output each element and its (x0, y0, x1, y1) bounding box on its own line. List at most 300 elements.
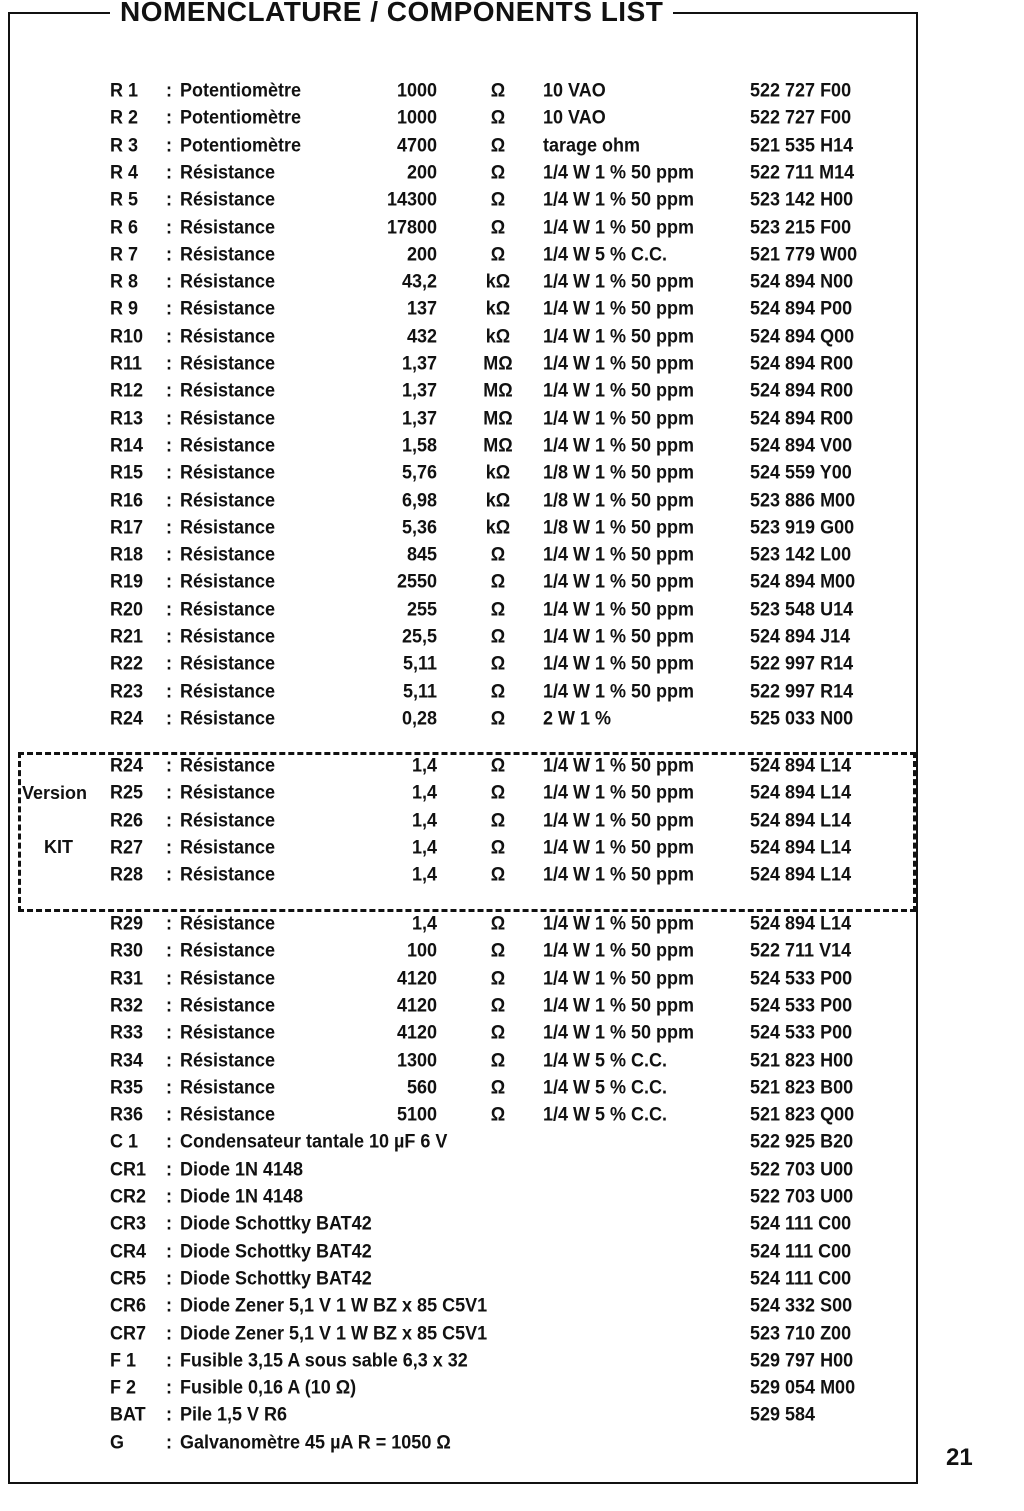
component-value: 14300 (386, 188, 437, 210)
component-name: Résistance (180, 912, 276, 934)
list-item (0, 349, 920, 378)
component-spec: 1/4 W 1 % 50 ppm (543, 912, 695, 934)
component-code: 524 533 P00 (750, 994, 853, 1016)
component-code: 529 584 (750, 1403, 816, 1426)
component-ref: R36 (110, 1103, 144, 1125)
separator: : (166, 1185, 172, 1207)
component-unit: Ω (490, 966, 506, 989)
list-item (0, 595, 920, 624)
component-unit: Ω (490, 597, 506, 620)
component-spec: 1/4 W 1 % 50 ppm (543, 939, 695, 962)
component-code: 524 533 P00 (750, 1021, 853, 1043)
separator: : (166, 1348, 172, 1371)
component-value: 1000 (396, 106, 437, 129)
list-item (0, 513, 920, 542)
list-item (0, 778, 920, 807)
component-name: Résistance (180, 939, 276, 962)
component-code: 524 894 V00 (750, 434, 853, 456)
list-item (0, 1237, 920, 1266)
component-code: 525 033 N00 (750, 707, 854, 729)
component-value: 1300 (396, 1048, 437, 1071)
component-ref: R28 (110, 863, 144, 885)
component-value: 1,37 (401, 352, 437, 374)
component-value: 1,4 (411, 754, 437, 776)
list-item (0, 833, 920, 862)
component-unit: Ω (490, 625, 506, 647)
separator: : (166, 1130, 172, 1153)
component-name: Résistance (180, 379, 276, 402)
component-ref: R13 (110, 406, 144, 429)
component-ref: R20 (110, 597, 144, 620)
separator: : (166, 863, 172, 885)
component-ref: CR6 (110, 1294, 147, 1316)
component-spec: 1/4 W 1 % 50 ppm (543, 625, 695, 647)
component-spec: 1/4 W 1 % 50 ppm (543, 215, 695, 238)
component-unit: MΩ (483, 379, 513, 402)
component-ref: R 7 (110, 242, 139, 265)
component-ref: R 6 (110, 215, 139, 238)
list-item (0, 376, 920, 405)
component-name: Résistance (180, 707, 276, 729)
component-value: 5,76 (401, 461, 437, 483)
separator: : (166, 543, 172, 565)
component-code: 524 894 R00 (750, 379, 854, 402)
component-name: Résistance (180, 543, 276, 565)
component-spec: 1/4 W 1 % 50 ppm (543, 406, 695, 429)
component-ref: R33 (110, 1021, 144, 1043)
component-unit: Ω (490, 1075, 506, 1098)
separator: : (166, 754, 172, 776)
component-code: 522 727 F00 (750, 106, 852, 129)
component-ref: F 2 (110, 1376, 137, 1398)
component-value: 25,5 (401, 625, 437, 647)
component-spec: 1/8 W 1 % 50 ppm (543, 461, 695, 483)
component-value: 4120 (396, 994, 437, 1016)
list-item (0, 1318, 920, 1347)
component-code: 524 894 L14 (750, 912, 852, 934)
list-item (0, 751, 920, 780)
component-ref: R25 (110, 781, 144, 804)
component-name: Potentiomètre (180, 79, 302, 101)
component-spec: 1/8 W 1 % 50 ppm (543, 488, 695, 511)
component-spec: 10 VAO (543, 79, 606, 101)
component-name: Résistance (180, 754, 276, 776)
component-value: 6,98 (401, 488, 437, 511)
component-code: 524 894 L14 (750, 808, 852, 831)
list-item (0, 1428, 920, 1457)
component-description: Condensateur tantale 10 µF 6 V (180, 1130, 448, 1153)
component-ref: R26 (110, 808, 144, 831)
component-ref: R 3 (110, 133, 139, 156)
component-spec: 1/4 W 1 % 50 ppm (543, 994, 695, 1016)
list-item (0, 806, 920, 835)
separator: : (166, 1239, 172, 1262)
component-description: Diode Schottky BAT42 (180, 1267, 372, 1289)
list-item (0, 404, 920, 433)
list-item (0, 103, 920, 132)
separator: : (166, 781, 172, 804)
component-value: 5100 (396, 1103, 437, 1125)
separator: : (166, 188, 172, 210)
component-name: Résistance (180, 679, 276, 702)
component-code: 524 894 L14 (750, 754, 852, 776)
component-spec: 1/4 W 5 % C.C. (543, 1048, 668, 1071)
component-value: 5,11 (402, 679, 437, 702)
component-unit: MΩ (483, 352, 513, 374)
component-value: 1,4 (411, 863, 437, 885)
component-code: 524 894 L14 (750, 781, 852, 804)
component-value: 1,58 (401, 434, 437, 456)
component-unit: Ω (490, 679, 506, 702)
component-description: Pile 1,5 V R6 (180, 1403, 288, 1426)
component-ref: R32 (110, 994, 144, 1016)
component-ref: BAT (110, 1403, 146, 1426)
list-item (0, 1073, 920, 1102)
component-spec: 1/4 W 1 % 50 ppm (543, 808, 695, 831)
component-ref: C 1 (110, 1130, 139, 1153)
separator: : (166, 912, 172, 934)
component-name: Résistance (180, 1075, 276, 1098)
list-item (0, 431, 920, 460)
component-unit: kΩ (485, 515, 511, 538)
separator: : (166, 297, 172, 320)
separator: : (166, 352, 172, 374)
component-ref: R16 (110, 488, 144, 511)
component-code: 522 711 V14 (750, 939, 852, 962)
kit-label-version: Version (22, 783, 88, 803)
component-value: 1,4 (411, 808, 437, 831)
component-ref: CR3 (110, 1212, 147, 1235)
component-description: Diode Zener 5,1 V 1 W BZ x 85 C5V1 (180, 1294, 488, 1316)
separator: : (166, 1321, 172, 1344)
component-value: 4700 (396, 133, 437, 156)
component-name: Résistance (180, 461, 276, 483)
list-item (0, 294, 920, 323)
component-ref: R10 (110, 324, 144, 347)
list-item (0, 1264, 920, 1293)
component-code: 523 142 L00 (750, 543, 852, 565)
component-code: 524 559 Y00 (750, 461, 852, 483)
component-spec: tarage ohm (543, 133, 641, 156)
component-spec: 1/4 W 1 % 50 ppm (543, 597, 695, 620)
list-item (0, 485, 920, 514)
component-code: 522 703 U00 (750, 1157, 854, 1180)
list-item (0, 909, 920, 938)
component-code: 524 533 P00 (750, 966, 853, 989)
component-code: 522 925 B20 (750, 1130, 854, 1153)
separator: : (166, 679, 172, 702)
component-spec: 1/4 W 1 % 50 ppm (543, 781, 695, 804)
component-value: 432 (406, 324, 437, 347)
component-ref: R34 (110, 1048, 144, 1071)
component-value: 1,37 (401, 379, 437, 402)
component-code: 523 548 U14 (750, 597, 854, 620)
component-code: 521 779 W00 (750, 242, 858, 265)
component-spec: 1/4 W 1 % 50 ppm (543, 1021, 695, 1043)
component-ref: R 9 (110, 297, 139, 320)
component-unit: Ω (490, 242, 506, 265)
separator: : (166, 966, 172, 989)
component-value: 137 (406, 297, 437, 320)
component-spec: 1/4 W 1 % 50 ppm (543, 324, 695, 347)
component-spec: 1/4 W 1 % 50 ppm (543, 679, 695, 702)
separator: : (166, 994, 172, 1016)
component-name: Résistance (180, 808, 276, 831)
component-ref: R35 (110, 1075, 144, 1098)
component-spec: 1/4 W 1 % 50 ppm (543, 652, 695, 675)
list-item (0, 1182, 920, 1211)
component-ref: R15 (110, 461, 144, 483)
component-spec: 1/4 W 5 % C.C. (543, 1075, 668, 1098)
list-item (0, 649, 920, 678)
component-unit: Ω (490, 106, 506, 129)
component-description: Diode Schottky BAT42 (180, 1212, 372, 1235)
list-item (0, 1209, 920, 1238)
component-name: Résistance (180, 406, 276, 429)
list-item (0, 1045, 920, 1074)
component-name: Potentiomètre (180, 133, 302, 156)
component-unit: Ω (490, 133, 506, 156)
list-item (0, 1373, 920, 1402)
list-item (0, 1100, 920, 1129)
component-code: 521 823 H00 (750, 1048, 854, 1071)
component-unit: Ω (490, 1048, 506, 1071)
component-description: Fusible 3,15 A sous sable 6,3 x 32 (180, 1348, 468, 1371)
component-description: Diode 1N 4148 (180, 1185, 304, 1207)
component-spec: 1/4 W 1 % 50 ppm (543, 297, 695, 320)
component-name: Résistance (180, 836, 276, 858)
list-item (0, 322, 920, 351)
component-code: 524 894 L14 (750, 863, 852, 885)
component-name: Résistance (180, 597, 276, 620)
component-value: 43,2 (401, 270, 437, 292)
component-code: 523 886 M00 (750, 488, 856, 511)
component-spec: 1/4 W 1 % 50 ppm (543, 836, 695, 858)
component-ref: R31 (110, 966, 144, 989)
component-name: Résistance (180, 434, 276, 456)
separator: : (166, 939, 172, 962)
separator: : (166, 1048, 172, 1071)
component-name: Résistance (180, 1048, 276, 1071)
component-code: 521 823 Q00 (750, 1103, 855, 1125)
separator: : (166, 79, 172, 101)
component-unit: kΩ (485, 324, 511, 347)
separator: : (166, 1294, 172, 1316)
component-unit: Ω (490, 161, 506, 183)
component-code: 524 894 J14 (750, 625, 851, 647)
component-code: 523 215 F00 (750, 215, 852, 238)
separator: : (166, 836, 172, 858)
separator: : (166, 106, 172, 129)
list-item (0, 1127, 920, 1156)
component-spec: 1/4 W 1 % 50 ppm (543, 161, 695, 183)
component-unit: Ω (490, 781, 506, 804)
list-item (0, 212, 920, 241)
component-unit: Ω (490, 836, 506, 858)
component-spec: 1/4 W 1 % 50 ppm (543, 543, 695, 565)
component-value: 4120 (396, 966, 437, 989)
component-ref: R21 (110, 625, 144, 647)
component-value: 1,4 (411, 781, 437, 804)
component-ref: R 4 (110, 161, 139, 183)
component-spec: 1/4 W 1 % 50 ppm (543, 966, 695, 989)
list-item (0, 567, 920, 596)
component-ref: R19 (110, 570, 144, 593)
component-unit: Ω (490, 188, 506, 210)
component-name: Résistance (180, 161, 276, 183)
component-name: Résistance (180, 188, 276, 210)
separator: : (166, 625, 172, 647)
component-unit: Ω (490, 1021, 506, 1043)
separator: : (166, 1212, 172, 1235)
component-unit: Ω (490, 543, 506, 565)
component-ref: R14 (110, 434, 144, 456)
component-code: 522 727 F00 (750, 79, 852, 101)
component-name: Résistance (180, 270, 276, 292)
component-description: Diode Zener 5,1 V 1 W BZ x 85 C5V1 (180, 1321, 488, 1344)
component-ref: R24 (110, 707, 144, 729)
component-value: 255 (406, 597, 437, 620)
component-ref: R11 (110, 352, 143, 374)
component-code: 524 111 C00 (750, 1239, 852, 1262)
component-code: 524 894 P00 (750, 297, 853, 320)
component-ref: R 2 (110, 106, 139, 129)
component-name: Résistance (180, 488, 276, 511)
component-code: 521 535 H14 (750, 133, 854, 156)
list-item (0, 677, 920, 706)
component-ref: CR2 (110, 1185, 147, 1207)
list-item (0, 704, 920, 733)
component-name: Résistance (180, 515, 276, 538)
component-spec: 1/4 W 1 % 50 ppm (543, 352, 695, 374)
component-name: Résistance (180, 994, 276, 1016)
list-item (0, 185, 920, 214)
component-ref: R29 (110, 912, 144, 934)
component-value: 100 (406, 939, 437, 962)
list-item (0, 540, 920, 569)
component-code: 524 894 R00 (750, 352, 854, 374)
component-value: 560 (406, 1075, 437, 1098)
component-code: 524 111 C00 (750, 1267, 852, 1289)
component-ref: CR4 (110, 1239, 147, 1262)
component-value: 1,37 (401, 406, 437, 429)
component-value: 5,11 (402, 652, 437, 675)
component-code: 522 703 U00 (750, 1185, 854, 1207)
component-code: 523 142 H00 (750, 188, 854, 210)
separator: : (166, 1403, 172, 1426)
component-name: Résistance (180, 1103, 276, 1125)
component-description: Galvanomètre 45 µA R = 1050 Ω (180, 1430, 451, 1453)
component-value: 2550 (396, 570, 437, 593)
separator: : (166, 406, 172, 429)
component-spec: 1/4 W 1 % 50 ppm (543, 570, 695, 593)
list-item (0, 267, 920, 296)
component-value: 4120 (396, 1021, 437, 1043)
list-item (0, 991, 920, 1020)
separator: : (166, 808, 172, 831)
component-ref: R23 (110, 679, 144, 702)
component-spec: 1/4 W 1 % 50 ppm (543, 188, 695, 210)
component-value: 0,28 (401, 707, 437, 729)
separator: : (166, 1075, 172, 1098)
component-spec: 1/4 W 1 % 50 ppm (543, 863, 695, 885)
component-unit: kΩ (485, 461, 511, 483)
component-ref: CR7 (110, 1321, 147, 1344)
component-name: Résistance (180, 215, 276, 238)
separator: : (166, 161, 172, 183)
kit-label-kit: KIT (44, 837, 73, 857)
component-code: 523 919 G00 (750, 515, 855, 538)
component-ref: R 5 (110, 188, 139, 210)
component-code: 524 894 R00 (750, 406, 854, 429)
component-unit: Ω (490, 939, 506, 962)
separator: : (166, 515, 172, 538)
separator: : (166, 242, 172, 265)
list-item (0, 860, 920, 889)
component-ref: R 8 (110, 270, 139, 292)
component-code: 524 894 Q00 (750, 324, 855, 347)
component-unit: MΩ (483, 434, 513, 456)
component-code: 524 894 M00 (750, 570, 856, 593)
component-value: 1,4 (411, 912, 437, 934)
component-unit: Ω (490, 215, 506, 238)
component-spec: 1/4 W 1 % 50 ppm (543, 754, 695, 776)
component-spec: 1/4 W 5 % C.C. (543, 1103, 668, 1125)
component-name: Résistance (180, 625, 276, 647)
separator: : (166, 707, 172, 729)
component-name: Résistance (180, 242, 276, 265)
component-unit: kΩ (485, 488, 511, 511)
list-item (0, 622, 920, 651)
component-name: Résistance (180, 570, 276, 593)
separator: : (166, 324, 172, 347)
component-ref: R24 (110, 754, 144, 776)
component-name: Résistance (180, 652, 276, 675)
component-unit: Ω (490, 808, 506, 831)
list-item (0, 1400, 920, 1429)
separator: : (166, 597, 172, 620)
component-name: Résistance (180, 781, 276, 804)
component-ref: R12 (110, 379, 144, 402)
separator: : (166, 488, 172, 511)
list-item (0, 458, 920, 487)
list-item (0, 1018, 920, 1047)
separator: : (166, 1103, 172, 1125)
separator: : (166, 434, 172, 456)
component-name: Résistance (180, 297, 276, 320)
component-name: Potentiomètre (180, 106, 302, 129)
component-code: 521 823 B00 (750, 1075, 854, 1098)
component-unit: Ω (490, 570, 506, 593)
component-value: 17800 (386, 215, 437, 238)
list-item (0, 1291, 920, 1320)
component-ref: R17 (110, 515, 144, 538)
component-value: 1,4 (411, 836, 437, 858)
component-unit: Ω (490, 994, 506, 1016)
separator: : (166, 133, 172, 156)
component-ref: R27 (110, 836, 144, 858)
component-ref: F 1 (110, 1348, 137, 1371)
component-ref: R18 (110, 543, 144, 565)
component-unit: Ω (490, 863, 506, 885)
component-code: 523 710 Z00 (750, 1321, 852, 1344)
component-value: 200 (406, 161, 437, 183)
list-item (0, 1346, 920, 1375)
component-unit: Ω (490, 79, 506, 101)
component-unit: Ω (490, 754, 506, 776)
component-name: Résistance (180, 966, 276, 989)
component-description: Diode Schottky BAT42 (180, 1239, 372, 1262)
